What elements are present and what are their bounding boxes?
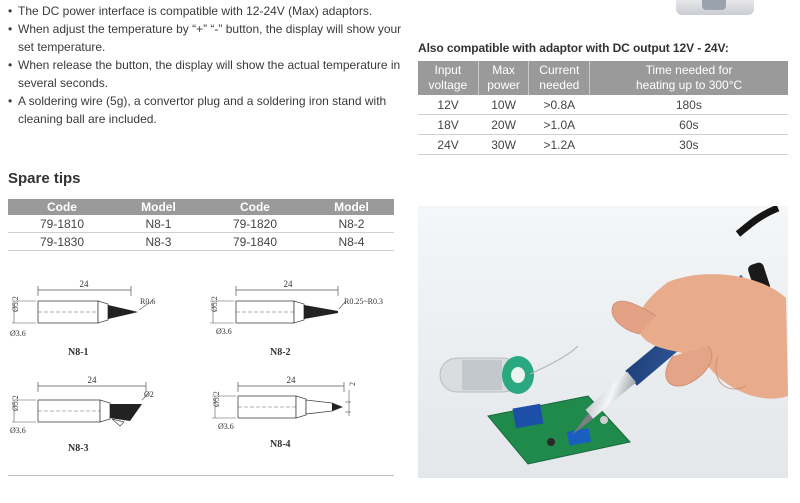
- svg-text:24: 24: [283, 279, 293, 289]
- table-row: [8, 215, 394, 233]
- feature-bullet: • When adjust the temperature by “+” “-” button, the display will show your set temperature.: [8, 20, 403, 56]
- adaptor-header-row: [418, 61, 788, 95]
- table-row: [418, 95, 788, 115]
- header-current-needed: Current needed: [529, 61, 590, 95]
- table-row: [8, 233, 394, 251]
- cell-code: 79-1810: [8, 215, 116, 233]
- table-row: [418, 115, 788, 135]
- cell-current: >1.0A: [529, 115, 590, 135]
- header-heating-time: Time needed for heating up to 300°C: [590, 61, 788, 95]
- svg-text:Ø3.6: Ø3.6: [10, 426, 26, 435]
- cell-current: >0.8A: [529, 95, 590, 115]
- product-photo: [418, 206, 788, 478]
- svg-text:N8-2: N8-2: [270, 347, 291, 358]
- cell-power: 10W: [478, 95, 529, 115]
- model-label: N8-1: [68, 347, 89, 358]
- svg-text:N8-3: N8-3: [68, 443, 89, 454]
- svg-text:N8-4: N8-4: [270, 439, 291, 450]
- adaptor-table: [418, 61, 788, 155]
- table-row: [418, 135, 788, 155]
- feature-list: [8, 2, 403, 128]
- cell-voltage: 18V: [418, 115, 478, 135]
- header-max-power: Max power: [478, 61, 529, 95]
- cell-voltage: 24V: [418, 135, 478, 155]
- cell-model: N8-4: [309, 233, 394, 251]
- diameter-label: Ø5.2: [11, 296, 20, 312]
- svg-text:24: 24: [87, 375, 97, 385]
- tip-drawing-n8-1: [10, 279, 155, 358]
- feature-bullet: • The DC power interface is compatible with 12-24V (Max) adaptors.: [8, 2, 403, 20]
- feature-bullet: • When release the button, the display will show the actual temperature in several seconds.: [8, 56, 403, 92]
- header-code: Code: [8, 199, 116, 215]
- svg-text:Ø5.2: Ø5.2: [11, 395, 20, 411]
- cell-code: 79-1840: [201, 233, 309, 251]
- section-divider: [8, 475, 394, 476]
- svg-text:2: 2: [348, 382, 357, 386]
- cell-power: 20W: [478, 115, 529, 135]
- cell-model: N8-2: [309, 215, 394, 233]
- cell-time: 30s: [590, 135, 788, 155]
- header-input-voltage: Input voltage: [418, 61, 478, 95]
- cell-power: 30W: [478, 135, 529, 155]
- svg-text:Ø5.2: Ø5.2: [212, 391, 221, 407]
- svg-text:Ø2: Ø2: [144, 390, 154, 399]
- cell-model: N8-1: [116, 215, 201, 233]
- svg-text:Ø5.2: Ø5.2: [210, 296, 219, 312]
- product-photo-partial: [676, 0, 754, 15]
- length-label: 24: [79, 279, 89, 289]
- header-code: Code: [201, 199, 309, 215]
- svg-text:Ø3.6: Ø3.6: [218, 422, 234, 431]
- feature-bullet: • A soldering wire (5g), a convertor plug and a soldering iron stand with cleaning ball are included.: [8, 92, 403, 128]
- cell-model: N8-3: [116, 233, 201, 251]
- cell-voltage: 12V: [418, 95, 478, 115]
- tip-label: R0.6: [140, 297, 156, 306]
- cell-code: 79-1820: [201, 215, 309, 233]
- header-model: Model: [309, 199, 394, 215]
- spare-tips-title: Spare tips: [8, 170, 81, 187]
- tip-drawing-n8-4: [212, 375, 357, 450]
- cell-time: 180s: [590, 95, 788, 115]
- spare-tips-table: [8, 199, 394, 251]
- tip-drawing-n8-2: [210, 279, 383, 358]
- header-model: Model: [116, 199, 201, 215]
- cell-code: 79-1830: [8, 233, 116, 251]
- svg-text:Ø3.6: Ø3.6: [216, 327, 232, 336]
- spare-header-row: [8, 199, 394, 215]
- cell-time: 60s: [590, 115, 788, 135]
- tip-drawing-n8-3: [10, 375, 154, 454]
- cell-current: >1.2A: [529, 135, 590, 155]
- svg-text:R0.25~R0.3: R0.25~R0.3: [344, 297, 383, 306]
- adaptor-table-title: Also compatible with adaptor with DC output 12V - 24V:: [418, 41, 729, 55]
- base-diameter-label: Ø3.6: [10, 329, 26, 338]
- tip-drawings: [8, 276, 394, 466]
- svg-text:24: 24: [286, 375, 296, 385]
